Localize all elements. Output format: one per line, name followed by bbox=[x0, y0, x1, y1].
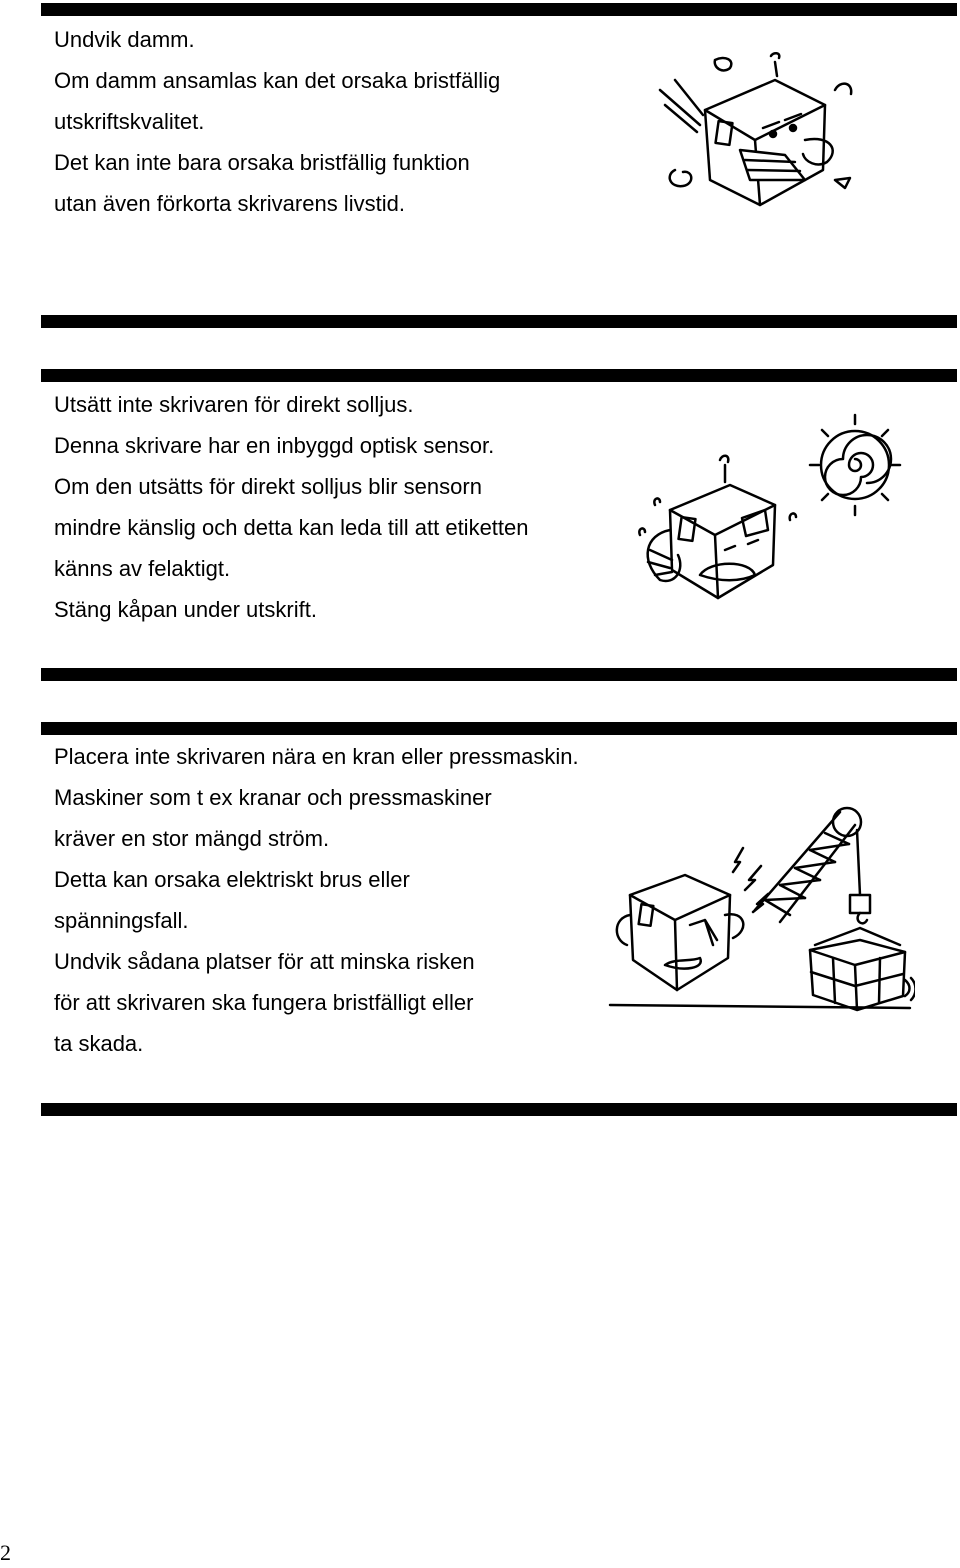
section-text-line: Undvik sådana platser för att minska risken bbox=[54, 949, 475, 974]
section-text-line: utskriftskvalitet. bbox=[54, 109, 205, 134]
section-text-line: känns av felaktigt. bbox=[54, 556, 231, 581]
section-divider-top-2 bbox=[41, 369, 957, 382]
section-text-line: spänningsfall. bbox=[54, 908, 189, 933]
section-text-line: Detta kan orsaka elektriskt brus eller bbox=[54, 867, 410, 892]
crane-printer-illustration bbox=[605, 800, 915, 1015]
section-text-line: Denna skrivare har en inbyggd optisk sensor. bbox=[54, 433, 495, 458]
section-heading: Undvik damm. bbox=[54, 27, 195, 52]
section-text-line: mindre känslig och detta kan leda till att etiketten bbox=[54, 515, 529, 540]
section-divider-top-3 bbox=[41, 722, 957, 735]
dusty-printer-illustration bbox=[655, 50, 865, 210]
section-text-line: Stäng kåpan under utskrift. bbox=[54, 597, 317, 622]
section-text-line: Det kan inte bara orsaka bristfällig funktion bbox=[54, 150, 470, 175]
section-heading: Placera inte skrivaren nära en kran eller pressmaskin. bbox=[54, 744, 579, 769]
sun-printer-illustration bbox=[630, 410, 910, 610]
page-number: 2 bbox=[0, 1540, 11, 1565]
section-sunlight-text bbox=[54, 384, 529, 630]
section-text-line: Maskiner som t ex kranar och pressmaskiner bbox=[54, 785, 492, 810]
section-heading: Utsätt inte skrivaren för direkt solljus. bbox=[54, 392, 414, 417]
section-dust-text bbox=[54, 19, 500, 224]
section-text-line: utan även förkorta skrivarens livstid. bbox=[54, 191, 405, 216]
section-divider-top-1 bbox=[41, 3, 957, 16]
section-crane-text bbox=[54, 736, 579, 1064]
section-text-line: Om den utsätts för direkt solljus blir sensorn bbox=[54, 474, 482, 499]
section-text-line: ta skada. bbox=[54, 1031, 144, 1056]
section-divider-bottom-2 bbox=[41, 668, 957, 681]
section-text-line: kräver en stor mängd ström. bbox=[54, 826, 330, 851]
section-divider-bottom-3 bbox=[41, 1103, 957, 1116]
section-text-line: Om damm ansamlas kan det orsaka bristfällig bbox=[54, 68, 501, 93]
section-divider-bottom-1 bbox=[41, 315, 957, 328]
section-text-line: för att skrivaren ska fungera bristfälligt eller bbox=[54, 990, 474, 1015]
